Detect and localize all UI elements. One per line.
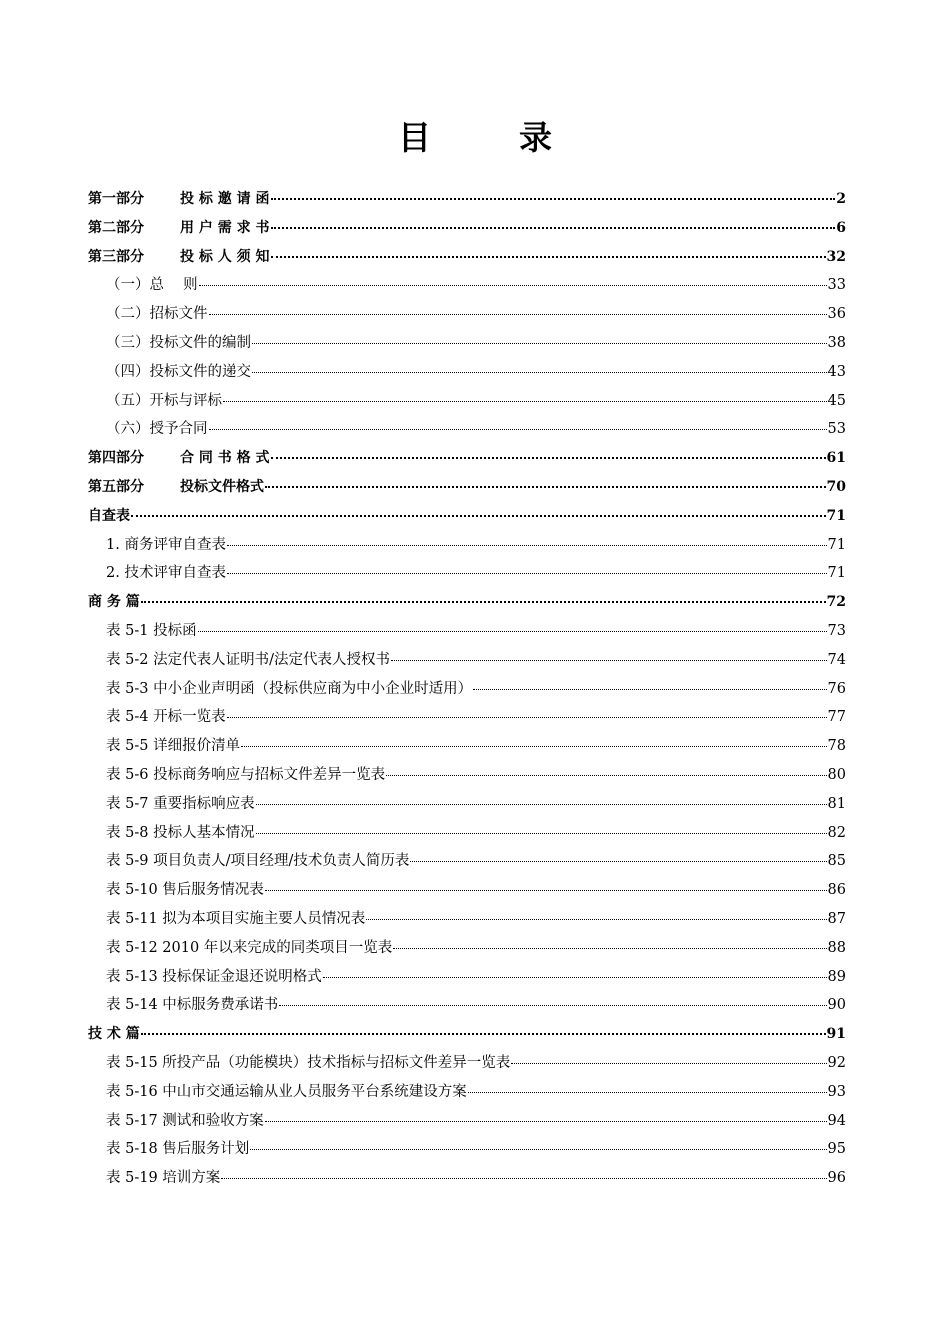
toc-page-number: 86 (827, 882, 846, 899)
toc-dot-leader (473, 688, 826, 690)
toc-subsection-entry[interactable] (88, 761, 846, 790)
toc-entry-title: 表 5-6 投标商务响应与招标文件差异一览表 (106, 766, 386, 783)
toc-subsection-entry[interactable] (88, 675, 846, 704)
toc-page-number: 77 (827, 709, 846, 726)
toc-subsection-entry[interactable] (88, 531, 846, 560)
toc-page-number: 87 (827, 910, 846, 927)
toc-subsection-entry[interactable] (88, 847, 846, 876)
toc-part-label: 第五部分 (88, 478, 144, 495)
toc-dot-leader (271, 456, 826, 459)
toc-entry-title: 合 同 书 格 式 (180, 450, 270, 467)
toc-dot-leader (227, 716, 827, 718)
toc-subsection-entry[interactable] (88, 703, 846, 732)
toc-page-number: 71 (827, 565, 846, 582)
toc-page-number: 94 (827, 1112, 846, 1129)
toc-entry-title: 表 5-11 拟为本项目实施主要人员情况表 (106, 910, 366, 927)
toc-subsection-entry[interactable] (88, 271, 846, 300)
toc-dot-leader (250, 1148, 826, 1150)
toc-entry-title: 表 5-14 中标服务费承诺书 (106, 997, 279, 1014)
toc-dot-leader (221, 1177, 826, 1179)
toc-subsection-entry[interactable] (88, 646, 846, 675)
toc-entry-title: （五）开标与评标 (106, 392, 222, 409)
toc-entry-title: 表 5-8 投标人基本情况 (106, 824, 255, 841)
toc-dot-leader (511, 1062, 826, 1064)
toc-dot-leader (209, 313, 827, 315)
toc-page-number: 92 (827, 1054, 846, 1071)
toc-section-entry[interactable] (88, 1020, 846, 1049)
toc-part-label: 第一部分 (88, 191, 144, 207)
toc-dot-leader (265, 485, 826, 488)
toc-entry-title: （三）投标文件的编制 (106, 334, 251, 351)
toc-dot-leader (198, 630, 827, 632)
toc-dot-leader (252, 371, 827, 373)
toc-dot-leader (410, 860, 826, 862)
toc-subsection-entry[interactable] (88, 819, 846, 848)
toc-entry-title: 投 标 人 须 知 (180, 248, 270, 265)
toc-page-number: 88 (827, 939, 846, 956)
toc-dot-leader (323, 976, 827, 978)
toc-dot-leader (265, 1120, 827, 1122)
toc-page-number: 78 (827, 738, 846, 755)
toc-entry-title: 表 5-1 投标函 (106, 622, 197, 639)
toc-subsection-entry[interactable] (88, 934, 846, 963)
toc-page-number: 81 (827, 795, 846, 812)
toc-page-number: 89 (827, 968, 846, 985)
toc-entry-title: （六）授予合同 (106, 421, 208, 438)
toc-entry-title: 表 5-7 重要指标响应表 (106, 795, 255, 812)
toc-subsection-entry[interactable] (88, 358, 846, 387)
toc-part-label: 第四部分 (88, 450, 144, 467)
table-of-contents (88, 185, 846, 1193)
toc-subsection-entry[interactable] (88, 1135, 846, 1164)
toc-subsection-entry[interactable] (88, 1164, 846, 1193)
toc-dot-leader (279, 1004, 826, 1006)
toc-dot-leader (468, 1091, 827, 1093)
toc-page-number: 80 (827, 766, 846, 783)
toc-subsection-entry[interactable] (88, 963, 846, 992)
toc-page-number: 45 (827, 392, 846, 409)
toc-subsection-entry[interactable] (88, 617, 846, 646)
toc-page-number: 38 (827, 334, 846, 351)
toc-dot-leader (227, 572, 827, 574)
toc-dot-leader (391, 659, 827, 661)
toc-page-number: 36 (827, 306, 846, 323)
toc-page-number: 96 (827, 1170, 846, 1187)
toc-entry-title: 表 5-15 所投产品（功能模块）技术指标与招标文件差异一览表 (106, 1054, 511, 1071)
toc-dot-leader (271, 197, 836, 200)
toc-page-number: 74 (827, 651, 846, 668)
toc-dot-leader (199, 284, 827, 286)
toc-section-entry[interactable] (88, 502, 846, 531)
toc-section-entry[interactable] (88, 473, 846, 502)
toc-dot-leader (227, 544, 827, 546)
toc-subsection-entry[interactable] (88, 387, 846, 416)
toc-entry-title: 表 5-5 详细报价清单 (106, 738, 241, 755)
toc-section-entry[interactable] (88, 444, 846, 473)
toc-dot-leader (241, 745, 826, 747)
toc-dot-leader (223, 400, 827, 402)
toc-subsection-entry[interactable] (88, 1049, 846, 1078)
toc-dot-leader (141, 600, 826, 603)
toc-entry-title: 商 务 篇 (88, 594, 140, 611)
toc-entry-title: 投标文件格式 (180, 478, 264, 495)
title-char-2: 录 (519, 118, 552, 157)
toc-dot-leader (252, 342, 827, 344)
toc-entry-title: 1. 商务评审自查表 (106, 536, 226, 553)
toc-part-label: 第三部分 (88, 248, 144, 265)
toc-entry-title: （四）投标文件的递交 (106, 363, 251, 380)
page-title (0, 112, 950, 159)
toc-dot-leader (256, 832, 827, 834)
toc-page-number: 61 (826, 450, 846, 467)
toc-dot-leader (141, 1032, 826, 1035)
toc-entry-title: 表 5-9 项目负责人/项目经理/技术负责人简历表 (106, 853, 410, 870)
toc-page-number: 72 (826, 594, 846, 611)
toc-subsection-entry[interactable] (88, 1078, 846, 1107)
toc-page-number: 95 (827, 1141, 846, 1158)
toc-page-number: 90 (827, 997, 846, 1014)
toc-page-number: 33 (827, 277, 846, 294)
toc-entry-title: 用 户 需 求 书 (180, 219, 270, 236)
toc-dot-leader (366, 918, 826, 920)
toc-subsection-entry[interactable] (88, 415, 846, 444)
toc-part-label: 第二部分 (88, 219, 144, 236)
toc-entry-title: 表 5-13 投标保证金退还说明格式 (106, 968, 322, 985)
toc-entry-title: 自查表 (88, 507, 130, 524)
toc-entry-title: 2. 技术评审自查表 (106, 565, 226, 582)
toc-page-number: 53 (827, 421, 846, 438)
toc-section-entry[interactable] (88, 588, 846, 617)
toc-entry-title: 投 标 邀 请 函 (180, 191, 270, 207)
toc-page-number: 91 (826, 1026, 846, 1043)
toc-section-entry[interactable] (88, 243, 846, 272)
toc-entry-title: 表 5-4 开标一览表 (106, 709, 226, 726)
toc-entry-title: 表 5-19 培训方案 (106, 1170, 221, 1187)
toc-dot-leader (386, 774, 826, 776)
toc-subsection-entry[interactable] (88, 1107, 846, 1136)
toc-entry-title: 表 5-2 法定代表人证明书/法定代表人授权书 (106, 651, 390, 668)
toc-dot-leader (271, 226, 836, 229)
toc-dot-leader (393, 947, 826, 949)
toc-dot-leader (271, 255, 826, 258)
toc-entry-title: 表 5-10 售后服务情况表 (106, 882, 264, 899)
toc-page-number: 71 (827, 536, 846, 553)
toc-page-number: 70 (826, 478, 846, 495)
toc-page-number: 82 (827, 824, 846, 841)
toc-page-number: 32 (826, 248, 846, 265)
toc-section-entry[interactable] (88, 185, 846, 214)
toc-entry-title: （二）招标文件 (106, 306, 208, 323)
toc-dot-leader (209, 428, 827, 430)
toc-page-number: 85 (827, 853, 846, 870)
toc-page-number: 93 (827, 1083, 846, 1100)
toc-entry-title: （一）总 则 (106, 277, 198, 294)
toc-page-number: 76 (827, 680, 846, 697)
toc-dot-leader (131, 514, 826, 517)
toc-section-entry[interactable] (88, 214, 846, 243)
toc-entry-title: 技 术 篇 (88, 1026, 140, 1043)
toc-page-number: 71 (826, 507, 846, 524)
toc-page-number: 43 (827, 363, 846, 380)
toc-dot-leader (256, 803, 827, 805)
toc-entry-title: 表 5-3 中小企业声明函（投标供应商为中小企业时适用） (106, 680, 473, 697)
toc-subsection-entry[interactable] (88, 300, 846, 329)
toc-entry-title: 表 5-18 售后服务计划 (106, 1141, 250, 1158)
title-char-1: 目 (398, 118, 431, 157)
toc-subsection-entry[interactable] (88, 329, 846, 358)
toc-dot-leader (265, 889, 827, 891)
toc-subsection-entry[interactable] (88, 790, 846, 819)
toc-page-number: 6 (836, 219, 846, 236)
toc-entry-title: 表 5-17 测试和验收方案 (106, 1112, 264, 1129)
toc-subsection-entry[interactable] (88, 732, 846, 761)
toc-page-number: 2 (836, 191, 846, 207)
toc-subsection-entry[interactable] (88, 991, 846, 1020)
toc-entry-title: 表 5-16 中山市交通运输从业人员服务平台系统建设方案 (106, 1083, 467, 1100)
toc-entry-title: 表 5-12 2010 年以来完成的同类项目一览表 (106, 939, 393, 956)
toc-subsection-entry[interactable] (88, 559, 846, 588)
toc-page-number: 73 (827, 622, 846, 639)
toc-subsection-entry[interactable] (88, 876, 846, 905)
toc-subsection-entry[interactable] (88, 905, 846, 934)
